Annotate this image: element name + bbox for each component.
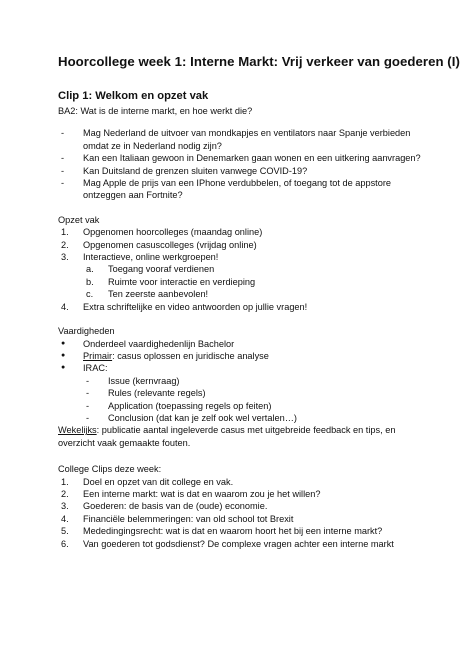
wekelijks-label: Wekelijks	[58, 425, 97, 436]
list-item: - Mag Nederland de uitvoer van mondkapjes en ventilators naar Spanje verbieden omdat ze in Nederland nodig zijn?	[58, 127, 430, 152]
opzet-list-continued	[58, 301, 430, 313]
list-item: 2. Opgenomen casuscolleges (vrijdag online)	[61, 239, 257, 250]
wekelijks-paragraph: Wekelijks: publicatie aantal ingeleverde casus met uitgebreide feedback en tips, en overzicht vaak gemaakte fouten.	[58, 425, 396, 448]
vaardigheden-heading: Vaardigheden	[58, 326, 115, 337]
list-item: - Kan een Italiaan gewoon in Denemarken gaan wonen en een uitkering aanvragen?	[58, 152, 430, 164]
list-item: - Issue (kernvraag)	[58, 375, 430, 387]
list-item: 1. Opgenomen hoorcolleges (maandag online)	[61, 227, 263, 238]
list-item: a. Toegang vooraf verdienen	[86, 264, 215, 275]
clips-list	[58, 476, 430, 550]
opzet-sublist	[58, 263, 430, 300]
primair-label: Primair	[83, 350, 113, 361]
opzet-list	[58, 226, 430, 263]
list-item: - Mag Apple de prijs van een IPhone verdubbelen, of toegang tot de appstore ontzeggen aan Fortnite?	[58, 177, 430, 202]
list-item: - Kan Duitsland de grenzen sluiten vanwege COVID-19?	[58, 165, 430, 177]
list-item: 6. Van goederen tot godsdienst? De complexe vragen achter een interne markt	[61, 538, 394, 549]
list-item: - Conclusion (dat kan je zelf ook wel vertalen…)	[58, 412, 430, 424]
list-item: - Application (toepassing regels op feiten)	[58, 400, 430, 412]
list-item: c. Ten zeerste aanbevolen!	[86, 289, 209, 300]
list-item: 5. Mededingingsrecht: wat is dat en waarom hoort het bij een interne markt?	[61, 526, 383, 537]
list-item: ● Primair: casus oplossen en juridische analyse	[58, 350, 430, 362]
clips-heading: College Clips deze week:	[58, 464, 162, 475]
list-item: 4. Extra schriftelijke en video antwoorden op jullie vragen!	[61, 301, 308, 312]
list-item: 3. Interactieve, online werkgroepen!	[61, 252, 219, 263]
list-item: 4. Financiële belemmeringen: van old school tot Brexit	[61, 513, 294, 524]
document-title: Hoorcollege week 1: Interne Markt: Vrij verkeer van goederen (I)	[58, 54, 460, 69]
list-item: ● Onderdeel vaardighedenlijn Bachelor	[58, 338, 430, 350]
vaardigheden-list	[58, 338, 430, 375]
irac-list	[58, 375, 430, 425]
list-item: ● IRAC:	[58, 362, 430, 374]
clip1-question-list	[58, 127, 430, 201]
opzet-heading: Opzet vak	[58, 214, 100, 225]
clip1-heading: Clip 1: Welkom en opzet vak	[58, 90, 209, 102]
list-item: 3. Goederen: de basis van de (oude) economie.	[61, 501, 268, 512]
list-item: - Rules (relevante regels)	[58, 387, 430, 399]
list-item: 2. Een interne markt: wat is dat en waarom zou je het willen?	[61, 488, 321, 499]
list-item: b. Ruimte voor interactie en verdieping	[86, 276, 256, 287]
clip1-question: BA2: Wat is de interne markt, en hoe werkt die?	[58, 106, 253, 116]
list-item: 1. Doel en opzet van dit college en vak.	[61, 476, 234, 487]
